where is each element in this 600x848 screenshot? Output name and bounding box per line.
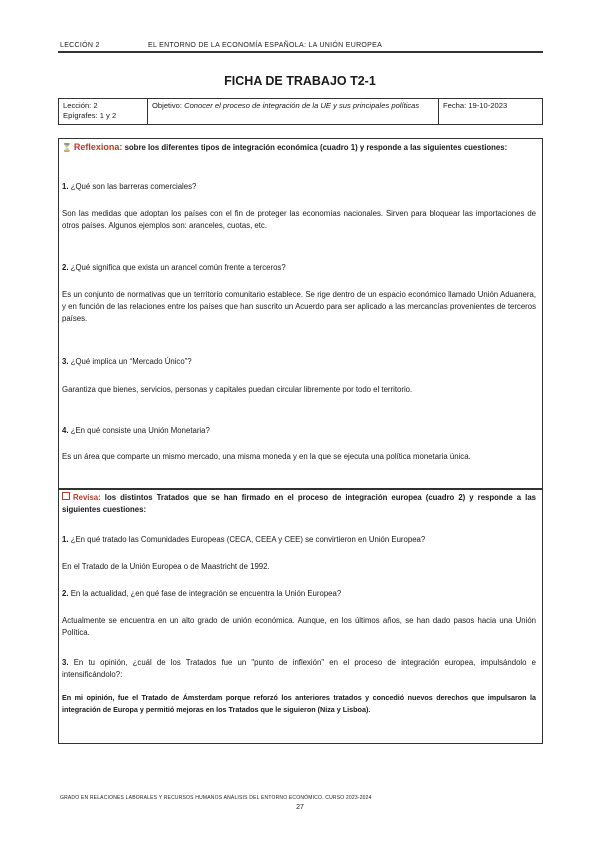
header-lesson: LECCIÓN 2: [60, 42, 100, 49]
footer-line: [60, 795, 372, 801]
s2-q1-text: ¿En qué tratado las Comunidades Europeas (CECA, CEEA y CEE) se convirtieron en Unión Europea?: [70, 535, 426, 544]
s1-q3-num: 3.: [62, 357, 69, 366]
epigrafes-value: Epígrafes: 1 y 2: [63, 111, 117, 121]
s2-a1-text: En el Tratado de la Unión Europea o de Maastricht de 1992.: [62, 562, 270, 571]
s1-question-4: [62, 425, 536, 437]
s1-q2-num: 2.: [62, 263, 69, 272]
s2-answer-3: [62, 692, 536, 715]
s1-answer-4: [62, 451, 536, 463]
s1-a3-text: Garantiza que bienes, servicios, personas y capitales puedan circular libremente por todo el territorio.: [62, 385, 413, 394]
header-topic: EL ENTORNO DE LA ECONOMÍA ESPAÑOLA: LA UNIÓN EUROPEA: [148, 42, 383, 49]
date-cell: Fecha: 19-10-2023: [439, 99, 543, 125]
revisa-label: Revisa:: [73, 493, 101, 502]
s2-q1-num: 1.: [62, 535, 69, 544]
checkbox-icon: [62, 492, 70, 500]
s1-answer-2: [62, 289, 536, 325]
s1-question-3: [62, 356, 536, 368]
s2-a2-text: Actualmente se encuentra en un alto grado de unión económica. Aunque, en los últimos años, se han dado pasos hacia una Unión Política.: [62, 616, 536, 638]
reflexiona-heading: [62, 141, 536, 155]
header-divider: [58, 51, 543, 53]
page-number: 27: [296, 804, 304, 811]
page-title: FICHA DE TRABAJO T2-1: [224, 74, 376, 88]
s1-a2-text: Es un conjunto de normativas que un territorio comunitario establece. Se rige dentro de un espacio económico llamado Unión Aduanera, y en función de las relaciones entre los países que han suscrito un Acuerdo para ser aplicado a las mercancías provenientes de terceros países.: [62, 290, 536, 324]
s1-answer-3: [62, 384, 536, 396]
hourglass-icon: ⏳: [62, 143, 72, 152]
footer-degree: GRADO EN RELACIONES LABORALES Y RECURSOS HUMANOS: [60, 795, 223, 801]
objective-cell: [148, 99, 439, 125]
lesson-cell: [59, 99, 148, 125]
info-table: [58, 98, 543, 125]
s2-answer-1: [62, 561, 536, 573]
s1-q3-text: ¿Qué implica un “Mercado Único”?: [70, 357, 192, 366]
s1-q1-num: 1.: [62, 182, 69, 191]
s2-a3-text: En mi opinión, fue el Tratado de Ámsterdam porque reforzó los anteriores tratados y concedió nuevos derechos que impulsaron la integración de Europa y permitió mejoras en los Tratados que le siguieron (Niza y Lisboa).: [62, 693, 536, 714]
revisa-text: los distintos Tratados que se han firmado en el proceso de integración europea (cuadro 2) y responde a las siguientes cuestiones:: [62, 493, 536, 515]
s1-question-1: [62, 181, 536, 193]
s1-q4-text: ¿En qué consiste una Unión Monetaria?: [70, 426, 210, 435]
s2-q2-num: 2.: [62, 589, 69, 598]
s1-q4-num: 4.: [62, 426, 69, 435]
reflexiona-label: Reflexiona:: [73, 142, 123, 152]
reflexiona-text: sobre los diferentes tipos de integración económica (cuadro 1) y responde a las siguientes cuestiones:: [124, 143, 508, 152]
s2-q2-text: En la actualidad, ¿en qué fase de integración se encuentra la Unión Europea?: [70, 589, 342, 598]
s2-question-1: [62, 534, 536, 546]
lesson-value: Lección: 2: [63, 101, 98, 110]
s2-q3-num: 3.: [62, 658, 69, 667]
s1-a1-text: Son las medidas que adoptan los países con el fin de proteger las economías nacionales. Sirven para bloquear las importaciones de otros países. Algunos ejemplos son: aranceles, cuotas, etc.: [62, 209, 536, 231]
s2-question-3: [62, 657, 536, 681]
s1-q2-text: ¿Qué significa que exista un arancel común frente a terceros?: [70, 263, 286, 272]
s1-q1-text: ¿Qué son las barreras comerciales?: [70, 182, 197, 191]
objective-text: Conocer el proceso de integración de la UE y sus principales políticas: [184, 101, 420, 110]
s2-answer-2: [62, 615, 536, 639]
s2-question-2: [62, 588, 536, 600]
objective-label: Objetivo:: [152, 101, 182, 110]
revisa-heading: [62, 492, 536, 516]
s1-a4-text: Es un área que comparte un mismo mercado, una misma moneda y en la que se ejecuta una política monetaria única.: [62, 452, 471, 461]
s2-q3-text: En tu opinión, ¿cuál de los Tratados fue un "punto de inflexión" en el proceso de integración europea, impulsándolo e intensificándolo?:: [62, 658, 536, 680]
s1-question-2: [62, 262, 536, 274]
s1-answer-1: [62, 208, 536, 232]
footer-subject: ANÁLISIS DEL ENTORNO ECONÓMICO. CURSO 2023-2024: [223, 795, 372, 801]
